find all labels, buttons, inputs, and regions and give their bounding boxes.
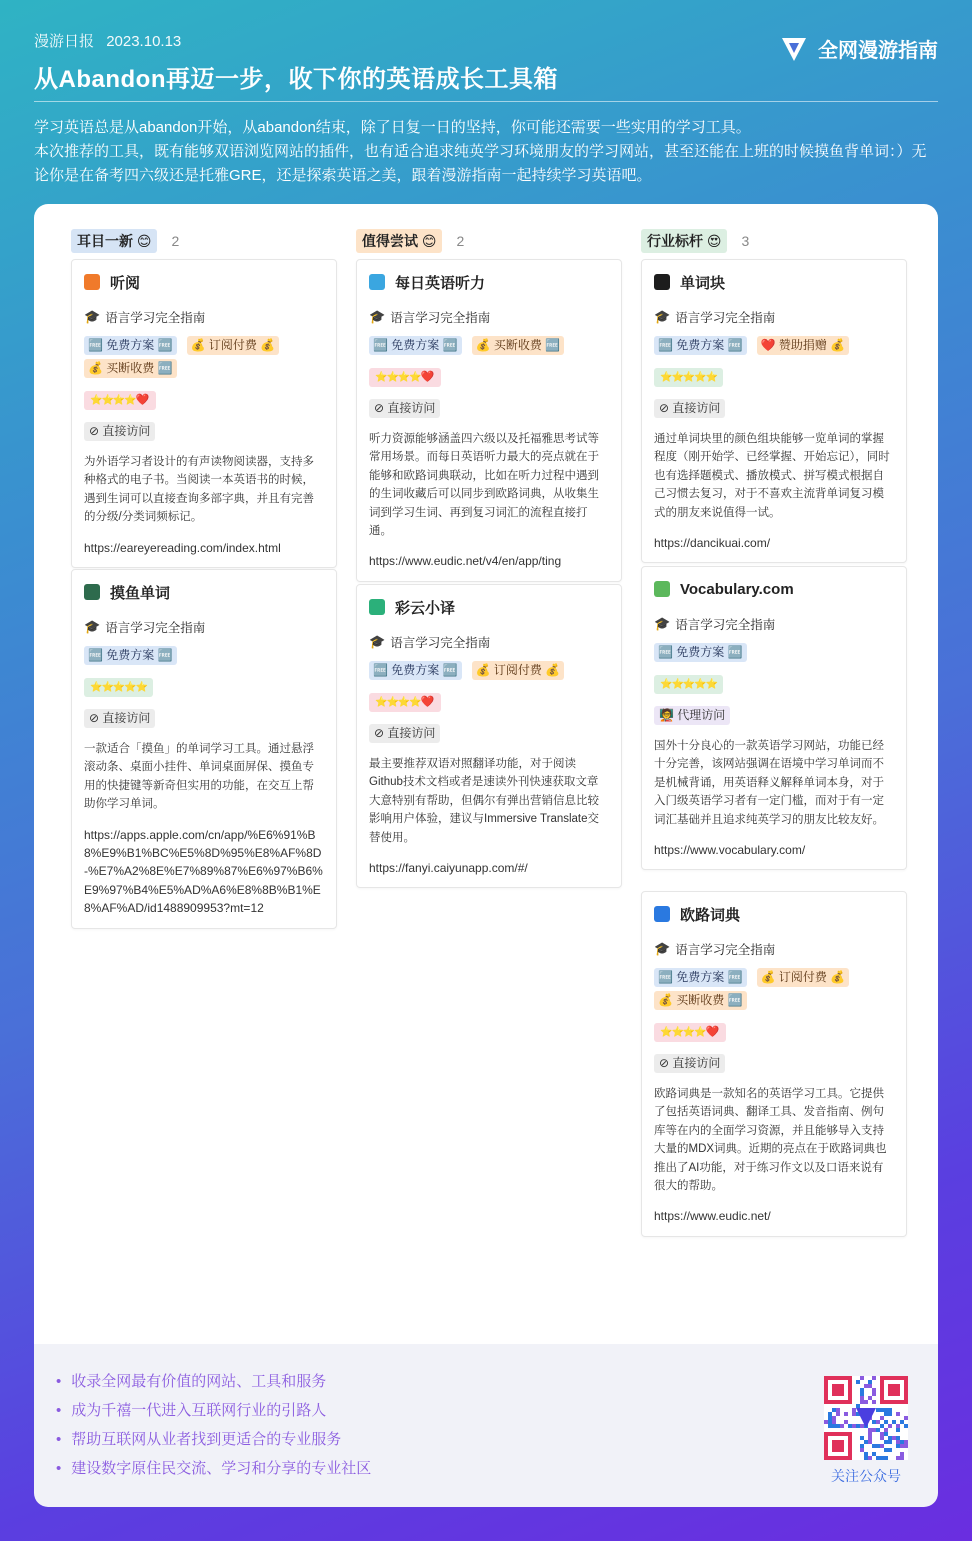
tool-card[interactable]: [641, 566, 907, 870]
intro-line: 学习英语总是从abandon开始，从abandon结束，除了日复一日的坚持，你可能还需要一些实用的学习工具。: [34, 119, 751, 136]
tool-card[interactable]: [71, 259, 337, 568]
column-count: 3: [741, 233, 750, 249]
card-url[interactable]: https://www.eudic.net/: [654, 1209, 771, 1224]
card-title-text: 彩云小译: [395, 599, 456, 617]
qr-code[interactable]: [824, 1376, 908, 1460]
graduation-cap-icon: 🎓: [369, 634, 386, 649]
brand-logo-icon: [780, 36, 808, 62]
column-label: 行业标杆 😍: [641, 229, 727, 253]
tool-card[interactable]: [641, 891, 907, 1237]
column-header: [71, 229, 179, 253]
graduation-cap-icon: 🎓: [84, 619, 101, 634]
pricing-tag: 🆓 免费方案 🆓: [369, 661, 462, 680]
star-rating: [369, 368, 441, 387]
intro-line: 本次推荐的工具，既有能够双语浏览网站的插件，也有适合追求纯英学习环境朋友的学习网站，甚至还能在上班的时候摸鱼背单词：）无论你是在备考四六级还是托雅GRE，还是探索英语之美，跟着漫游指南一起持续学习英语吧。: [34, 143, 927, 184]
access-badge: ⊘ 直接访问: [84, 709, 155, 728]
qr-code-icon: [824, 1376, 908, 1460]
card-description: 最主要推荐双语对照翻译功能，对于阅读Github技术文档或者是速读外刊快速获取文章大意特别有帮助，但偶尔有弹出营销信息比较影响用户体验，建议与Immersive Translate交替使用。: [369, 758, 600, 844]
graduation-cap-icon: 🎓: [84, 309, 101, 324]
pricing-tags: [369, 336, 609, 355]
star-rating: [369, 693, 441, 712]
pricing-tags: [654, 643, 894, 662]
guide-link[interactable]: [654, 936, 894, 962]
app-icon: [654, 906, 670, 922]
guide-link[interactable]: [369, 629, 609, 655]
card-title[interactable]: [369, 585, 609, 629]
footer-item: • 建设数字原住民交流、学习和分享的专业社区: [56, 1458, 371, 1487]
graduation-cap-icon: 🎓: [369, 309, 386, 324]
guide-label: 语言学习完全指南: [390, 636, 491, 650]
pricing-tag: 💰 订阅付费 💰: [757, 968, 850, 987]
card-url[interactable]: https://eareyereading.com/index.html: [84, 540, 281, 555]
pricing-tag: 🆓 免费方案 🆓: [654, 336, 747, 355]
star-icons: ⭐⭐⭐⭐: [375, 697, 421, 708]
guide-label: 语言学习完全指南: [105, 311, 206, 325]
star-rating: [84, 391, 156, 410]
heart-icon: ❤️: [705, 1026, 720, 1038]
access-row: [84, 709, 324, 728]
access-row: [654, 706, 894, 725]
star-icons: ⭐⭐⭐⭐⭐: [660, 372, 718, 383]
card-url[interactable]: https://www.vocabulary.com/: [654, 843, 806, 858]
brand[interactable]: [780, 34, 938, 63]
card-url[interactable]: https://dancikuai.com/: [654, 536, 771, 551]
pricing-tag: 💰 买断收费 🆓: [654, 991, 747, 1010]
guide-link[interactable]: [369, 304, 609, 330]
rating-row: [654, 674, 894, 694]
guide-label: 语言学习完全指南: [675, 618, 776, 632]
pricing-tag: 🆓 免费方案 🆓: [84, 646, 177, 665]
access-row: [369, 724, 609, 743]
qr-label: 关注公众号: [831, 1468, 901, 1484]
guide-link[interactable]: [84, 304, 324, 330]
footer: [34, 1344, 938, 1507]
access-row: [654, 1054, 894, 1073]
card-description: 一款适合「摸鱼」的单词学习工具。通过悬浮滚动条、桌面小挂件、单词桌面屏保、摸鱼专用的快捷键等新奇但实用的功能，在交互上帮助你学习单词。: [84, 743, 314, 811]
rating-row: [369, 367, 609, 387]
card-description: 通过单词块里的颜色组块能够一览单词的掌握程度（刚开始学、已经掌握、开始忘记），同时也有选择题模式、播放模式、拼写模式根据自己习惯去复习，对于不喜欢主流背单词复习模式的朋友来说值得一试。: [654, 433, 890, 519]
star-rating: [654, 675, 723, 694]
star-rating: [654, 368, 723, 387]
graduation-cap-icon: 🎓: [654, 616, 671, 631]
guide-link[interactable]: [654, 611, 894, 637]
heart-icon: ❤️: [420, 371, 435, 383]
card-title-text: Vocabulary.com: [680, 580, 794, 598]
card-url[interactable]: https://fanyi.caiyunapp.com/#/: [369, 861, 528, 876]
rating-row: [654, 367, 894, 387]
card-title[interactable]: [654, 892, 894, 936]
pricing-tag: 💰 买断收费 🆓: [472, 336, 565, 355]
access-badge: ⊘ 直接访问: [84, 422, 155, 441]
intro: [34, 116, 938, 188]
footer-item: • 收录全网最有价值的网站、工具和服务: [56, 1371, 371, 1400]
pricing-tag: 🆓 免费方案 🆓: [654, 968, 747, 987]
tool-card[interactable]: [71, 569, 337, 929]
footer-item: • 成为千禧一代进入互联网行业的引路人: [56, 1400, 371, 1429]
pricing-tag: 💰 订阅付费 💰: [472, 661, 565, 680]
app-icon: [369, 274, 385, 290]
pricing-tags: [369, 661, 609, 680]
column-count: 2: [456, 233, 465, 249]
access-badge: ⊘ 直接访问: [654, 399, 725, 418]
card-title[interactable]: [84, 260, 324, 304]
app-icon: [369, 599, 385, 615]
card-title[interactable]: [84, 570, 324, 614]
card-title-text: 听阅: [110, 274, 141, 292]
pricing-tags: [654, 336, 894, 355]
pricing-tags: [84, 336, 324, 378]
pricing-tag: 🆓 免费方案 🆓: [654, 643, 747, 662]
header: [34, 30, 938, 94]
rating-row: [84, 390, 324, 410]
access-badge: ⊘ 直接访问: [369, 399, 440, 418]
footer-item: • 帮助互联网从业者找到更适合的专业服务: [56, 1429, 371, 1458]
star-icons: ⭐⭐⭐⭐: [660, 1027, 706, 1038]
guide-label: 语言学习完全指南: [390, 311, 491, 325]
pricing-tags: [654, 968, 894, 1010]
star-rating: [654, 1023, 726, 1042]
source-label: 漫游日报: [34, 33, 95, 50]
graduation-cap-icon: 🎓: [654, 941, 671, 956]
access-row: [369, 399, 609, 418]
footer-list: [56, 1371, 371, 1487]
date-label: 2023.10.13: [106, 33, 182, 50]
tool-card[interactable]: [356, 259, 622, 582]
card-description: 欧路词典是一款知名的英语学习工具。它提供了包括英语词典、翻译工具、发音指南、例句库等在内的全面学习资源，并且能够导入支持大量的MDX词典。近期的亮点在于欧路词典也推出了AI功能，对于练习作文以及口语来说有很大的帮助。: [654, 1088, 887, 1193]
access-badge: ⊘ 直接访问: [654, 1054, 725, 1073]
guide-link[interactable]: [84, 614, 324, 640]
rating-row: [654, 1022, 894, 1042]
header-divider: [34, 101, 938, 102]
app-icon: [654, 274, 670, 290]
tool-card[interactable]: [641, 259, 907, 563]
card-title[interactable]: [654, 567, 894, 611]
card-description: 国外十分良心的一款英语学习网站，功能已经十分完善，该网站强调在语境中学习单词而不是机械背诵，用英语释义解释单词本身，对于入门级英语学习者有一定门槛，而对于有一定词汇基础并且追求纯英学习的朋友比较友好。: [654, 740, 884, 826]
access-row: [84, 422, 324, 441]
card-description: 为外语学习者设计的有声读物阅读器，支持多种格式的电子书。当阅读一本英语书的时候，遇到生词可以直接查询多部字典，并且有完善的分级/分类词频标记。: [84, 456, 314, 524]
guide-link[interactable]: [654, 304, 894, 330]
column-label: 耳目一新 😊: [71, 229, 157, 253]
card-description: 听力资源能够涵盖四六级以及托福雅思考试等常用场景。而每日英语听力最大的亮点就在于能够和欧路词典联动，比如在听力过程中遇到的生词收藏后可以同步到欧路词典，从收集生词到学习生词、再到复习词汇的流程直接打通。: [369, 433, 599, 538]
card-title-text: 每日英语听力: [395, 274, 486, 292]
card-title-text: 单词块: [680, 274, 726, 292]
graduation-cap-icon: 🎓: [654, 309, 671, 324]
star-icons: ⭐⭐⭐⭐: [375, 372, 421, 383]
column-label: 值得尝试 😊: [356, 229, 442, 253]
column-header: [356, 229, 464, 253]
star-icons: ⭐⭐⭐⭐: [90, 395, 136, 406]
pricing-tags: [84, 646, 324, 665]
pricing-tag: 💰 订阅付费 💰: [187, 336, 280, 355]
pricing-tag: ❤️ 赞助捐赠 💰: [757, 336, 850, 355]
app-icon: [84, 584, 100, 600]
access-row: [654, 399, 894, 418]
access-badge: 🧑‍🏫 代理访问: [654, 706, 730, 725]
card-url[interactable]: https://apps.apple.com/cn/app/%E6%91%B8%E9%B1%BC%E5%8D%95%E8%AF%8D-%E7%A2%8E%E7%89%87%E6%97%B6%E9%97%B4%E5%AD%A6%E8%8B%B1%E8%AF%AD/id1488909953?mt=12: [84, 827, 323, 916]
page-title: 从Abandon再迈一步，收下你的英语成长工具箱: [34, 66, 558, 93]
card-title-text: 欧路词典: [680, 906, 741, 924]
heart-icon: ❤️: [135, 394, 150, 406]
app-icon: [84, 274, 100, 290]
star-rating: [84, 678, 153, 697]
card-url[interactable]: https://www.eudic.net/v4/en/app/ting: [369, 554, 562, 569]
board: [34, 204, 938, 1344]
pricing-tag: 🆓 免费方案 🆓: [84, 336, 177, 355]
column-count: 2: [171, 233, 180, 249]
card-title[interactable]: [654, 260, 894, 304]
column-header: [641, 229, 749, 253]
star-icons: ⭐⭐⭐⭐⭐: [660, 679, 718, 690]
guide-label: 语言学习完全指南: [675, 943, 776, 957]
rating-row: [84, 677, 324, 697]
tool-card[interactable]: [356, 584, 622, 888]
card-title-text: 摸鱼单词: [110, 584, 171, 602]
card-title[interactable]: [369, 260, 609, 304]
guide-label: 语言学习完全指南: [675, 311, 776, 325]
rating-row: [369, 692, 609, 712]
star-icons: ⭐⭐⭐⭐⭐: [90, 682, 148, 693]
brand-name: 全网漫游指南: [818, 40, 938, 62]
access-badge: ⊘ 直接访问: [369, 724, 440, 743]
pricing-tag: 💰 买断收费 🆓: [84, 359, 177, 378]
guide-label: 语言学习完全指南: [105, 621, 206, 635]
app-icon: [654, 581, 670, 597]
heart-icon: ❤️: [420, 696, 435, 708]
pricing-tag: 🆓 免费方案 🆓: [369, 336, 462, 355]
